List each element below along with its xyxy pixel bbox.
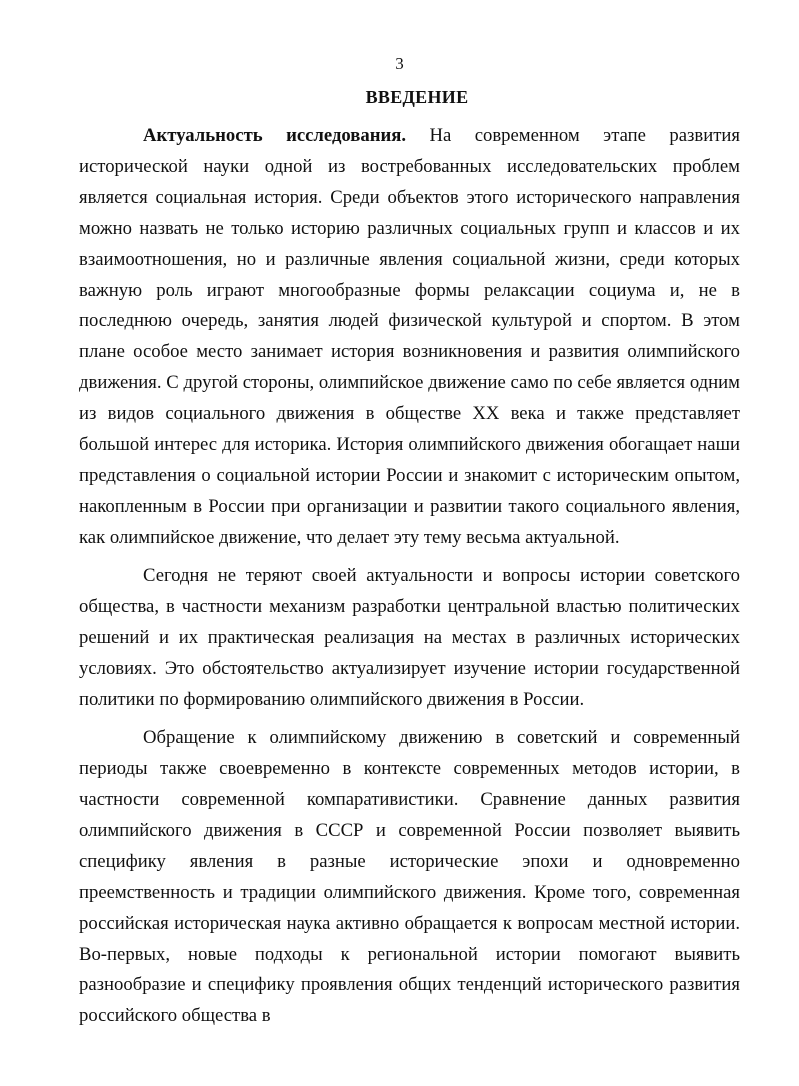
page-number: 3 xyxy=(395,54,404,73)
paragraph-text: Сегодня не теряют своей актуальности и вопросы истории советского общества, в частности механизм разработки центральной властью политических решений и их практическая реализация на местах в различных исторических условиях. Это обстоятельство актуализирует изучение истории государственной политики по формированию олимпийского движения в России. xyxy=(79,565,740,710)
paragraph-lead: Актуальность исследования. xyxy=(143,125,407,146)
body-text xyxy=(79,121,740,1032)
paragraph-text: Обращение к олимпийскому движению в советский и современный периоды также своевременно в контексте современных методов истории, в частности современной компаративистики. Сравнение данных развития олимпийского движения в СССР и современной России позволяет выявить специфику явления в разные исторические эпохи и одновременно преемственность и традиции олимпийского движения. Кроме того, современная российская историческая наука активно обращается к вопросам местной истории. Во-первых, новые подходы к региональной истории помогают выявить разнообразие и специфику проявления общих тенденций исторического развития российского общества в xyxy=(79,727,740,1027)
paragraph-soviet-society xyxy=(79,561,740,716)
paragraph-relevance xyxy=(79,121,740,554)
paragraph-text: На современном этапе развития исторической науки одной из востребованных исследовательских проблем является социальная история. Среди объектов этого исторического направления можно назвать не только историю различных социальных групп и классов и их взаимоотношения, но и различные явления социальной жизни, среди которых важную роль играют многообразные формы релаксации социума и, не в последнюю очередь, занятия людей физической культурой и спортом. В этом плане особое место занимает история возникновения и развития олимпийского движения. С другой стороны, олимпийское движение само по себе является одним из видов социального движения в обществе XX века и также представляет большой интерес для историка. История олимпийского движения обогащает наши представления о социальной истории России и знакомит с историческим опытом, накопленным в России при организации и развитии такого социального явления, как олимпийское движение, что делает эту тему весьма актуальной. xyxy=(79,125,740,548)
paragraph-comparative xyxy=(79,723,740,1032)
section-heading: ВВЕДЕНИЕ xyxy=(365,87,469,107)
